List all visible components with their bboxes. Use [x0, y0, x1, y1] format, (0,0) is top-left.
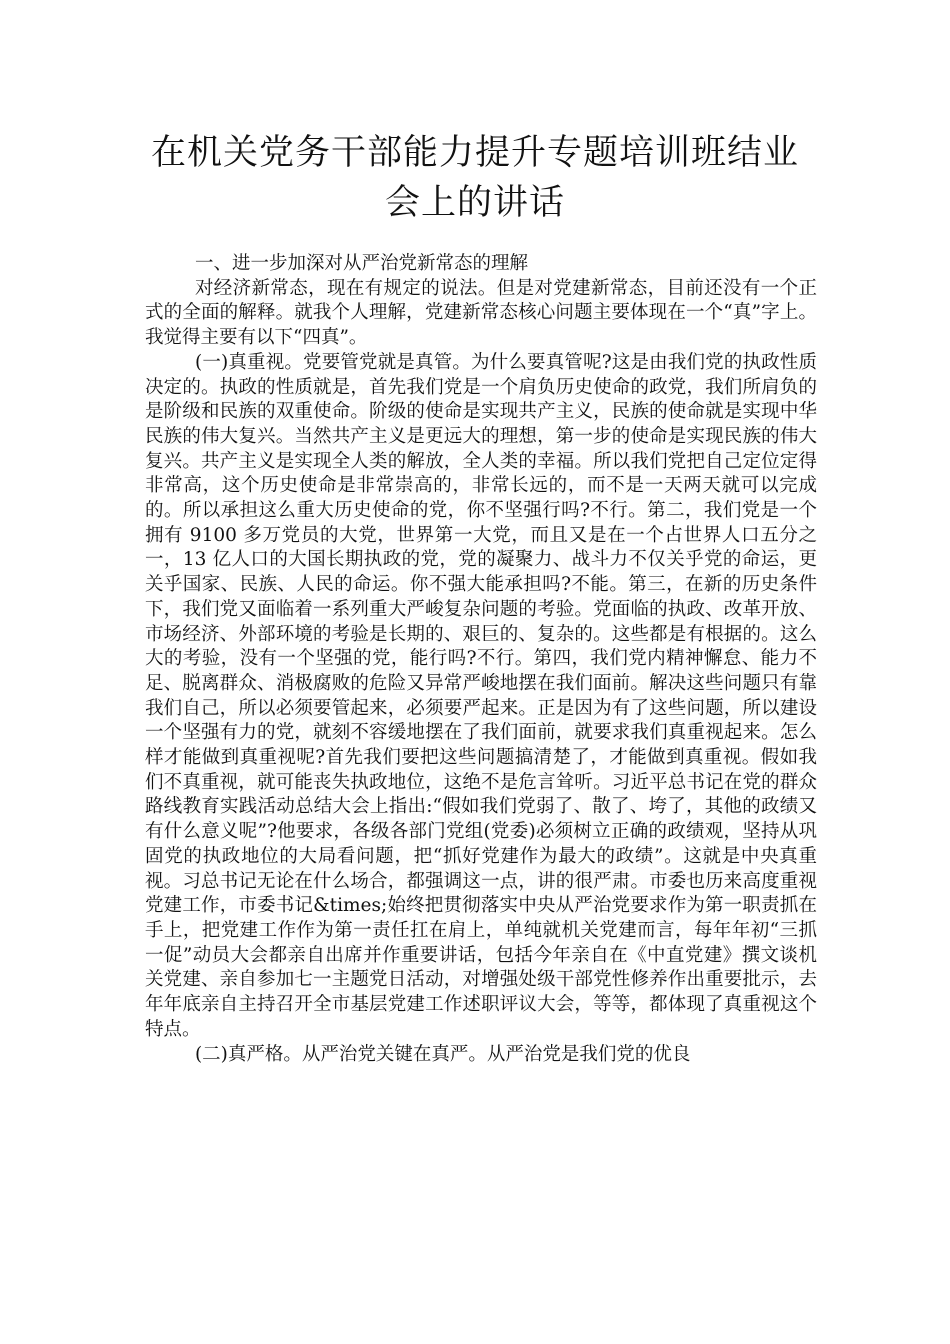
paragraph: 对经济新常态，现在有规定的说法。但是对党建新常态，目前还没有一个正式的全面的解释。就我个人理解，党建新常态核心问题主要体现在一个“真”字上。我觉得主要有以下“四真”。 — [145, 277, 817, 349]
title-line-1: 在机关党务干部能力提升专题培训班结业 — [150, 133, 799, 173]
section-heading: 一、进一步加深对从严治党新常态的理解 — [194, 253, 528, 274]
document-body — [145, 252, 817, 1067]
paragraph: (一)真重视。党要管党就是真管。为什么要真管呢?这是由我们党的执政性质决定的。执政的性质就是，首先我们党是一个肩负历史使命的政党，我们所肩负的是阶级和民族的双重使命。阶级的使命是实现共产主义，民族的使命就是实现中华民族的伟大复兴。当然共产主义是更远大的理想，第一步的使命是实现民族的伟大复兴。共产主义是实现全人类的解放，全人类的幸福。所以我们党把自己定位定得非常高，这个历史使命是非常崇高的，非常长远的，而不是一天两天就可以完成的。所以承担这么重大历史使命的党，你不坚强行吗?不行。第二，我们党是一个拥有 9100 多万党员的大党，世界第一大党，而且又是在一个占世界人口五分之一，13 亿人口的大国长期执政的党，党的凝聚力、战斗力不仅关乎党的命运，更关乎国家、民族、人民的命运。你不强大能承担吗?不能。第三，在新的历史条件下，我们党又面临着一系列重大严峻复杂问题的考验。党面临的执政、改革开放、市场经济、外部环境的考验是长期的、艰巨的、复杂的。这些都是有根据的。这么大的考验，没有一个坚强的党，能行吗?不行。第四，我们党内精神懈怠、能力不足、脱离群众、消极腐败的危险又异常严峻地摆在我们面前。解决这些问题只有靠我们自己，所以必须要管起来，必须要严起来。正是因为有了这些问题，所以建设一个坚强有力的党，就刻不容缓地摆在了我们面前，就要求我们真重视起来。怎么样才能做到真重视呢?首先我们要把这些问题搞清楚了，才能做到真重视。假如我们不真重视，就可能丧失执政地位，这绝不是危言耸听。习近平总书记在党的群众路线教育实践活动总结大会上指出:“假如我们党弱了、散了、垮了，其他的政绩又有什么意义呢”?他要求，各级各部门党组(党委)必须树立正确的政绩观，坚持从巩固党的执政地位的大局看问题，把“抓好党建作为最大的政绩”。这就是中央真重视。习总书记无论在什么场合，都强调这一点，讲的很严肃。市委也历来高度重视党建工作，市委书记&times;始终把贯彻落实中央从严治党要求作为第一职责抓在手上，把党建工作作为第一责任扛在肩上，单纯就机关党建而言，每年年初“三抓一促”动员大会都亲自出席并作重要讲话，包括今年亲自在《中直党建》撰文谈机关党建、亲自参加七一主题党日活动，对增强处级干部党性修养作出重要批示，去年年底亲自主持召开全市基层党建工作述职评议大会，等等，都体现了真重视这个特点。 — [145, 351, 817, 1040]
paragraph: (二)真严格。从严治党关键在真严。从严治党是我们党的优良 — [194, 1043, 691, 1065]
document-title — [120, 128, 830, 228]
title-line-2: 会上的讲话 — [384, 183, 565, 223]
